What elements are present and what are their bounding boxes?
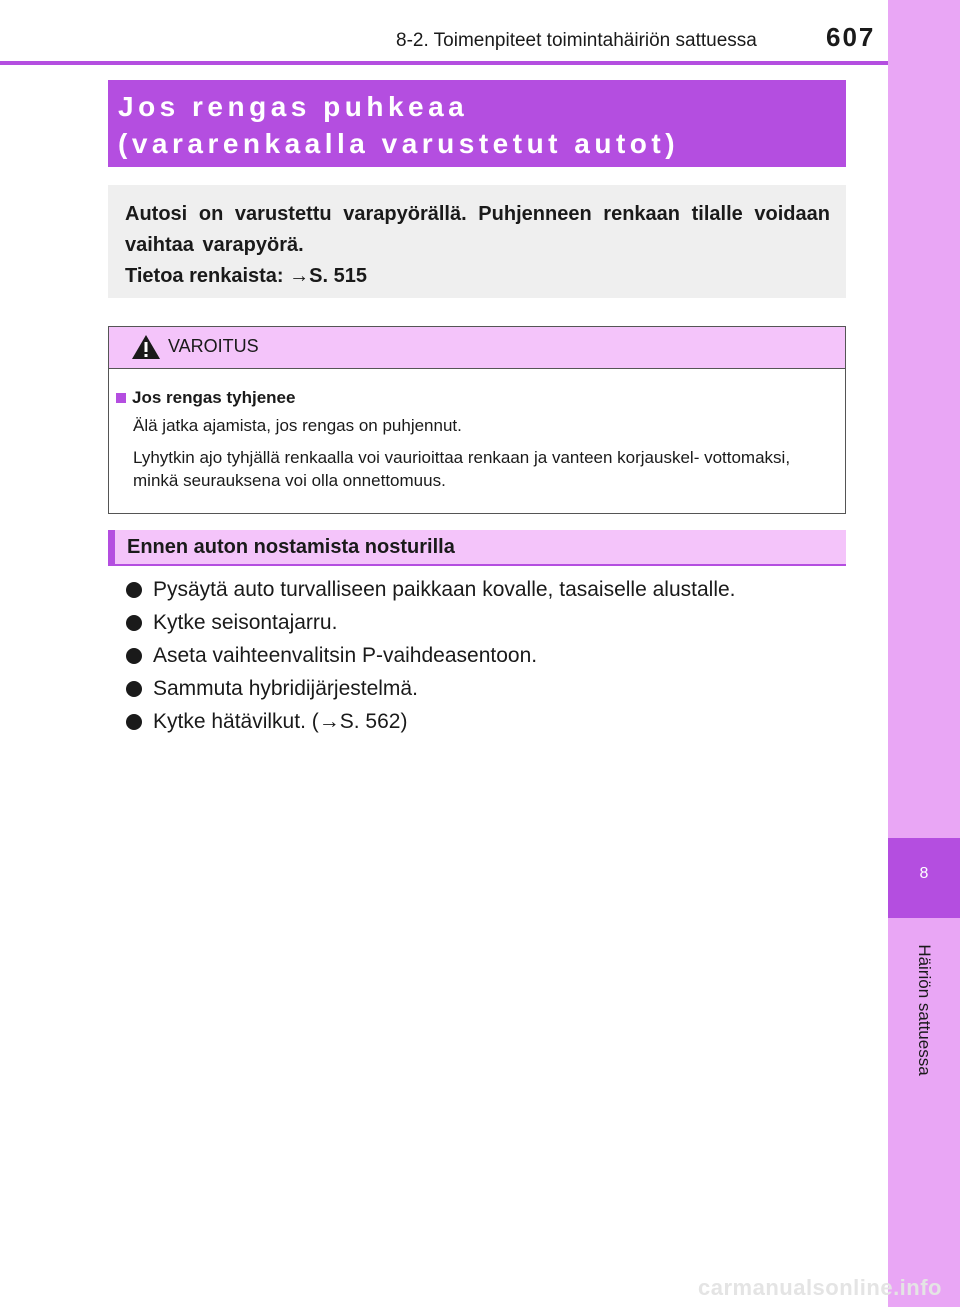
list-item [126,705,736,738]
bullet-dot-icon [126,681,142,697]
warning-title: VAROITUS [168,336,259,356]
section-title: 8-2. Toimenpiteet toimintahäiriön sattuessa [396,30,757,51]
warning-paragraph-2: Lyhytkin ajo tyhjällä renkaalla voi vaurioittaa renkaan ja vanteen korjauskel- vottomaksi, minkä seurauksena voi olla onnettomuus. [133,448,791,490]
list-item-text: Kytke hätävilkut. (→S. 562) [153,709,408,733]
chapter-number: 8 [919,865,929,882]
chapter-number-box [888,838,960,918]
bullet-dot-icon [126,615,142,631]
intro-reference [125,261,830,292]
list-item-text: Aseta vaihteenvalitsin P-vaihdeasentoon. [153,643,538,667]
arrow-right-icon: → [289,265,310,287]
page-title-line-1: Jos rengas puhkeaa [118,91,469,122]
list-item [126,672,736,705]
warning-heading [116,386,833,410]
warning-triangle-icon [131,334,161,365]
warning-box [108,326,846,514]
bullet-list [126,573,736,738]
list-item-text: Sammuta hybridijärjestelmä. [153,676,418,700]
bullet-dot-icon [126,714,142,730]
side-tab [888,0,960,1307]
list-item [126,639,736,672]
bullet-dot-icon [126,582,142,598]
list-item-text: Kytke seisontajarru. [153,610,338,634]
list-item [126,606,736,639]
subsection-header [108,530,846,566]
warning-heading-text: Jos rengas tyhjenee [132,388,296,407]
watermark: carmanualsonline.info [698,1275,942,1300]
page-number: 607 [826,22,876,52]
warning-header [109,327,845,369]
header-divider [0,61,888,65]
intro-box [108,185,846,298]
intro-text: Autosi on varustettu varapyörällä. Puhjenneen renkaan tilalle voidaan vaihtaa varapyörä. [125,203,830,256]
subsection-title: Ennen auton nostamista nosturilla [127,536,455,558]
warning-paragraph-1: Älä jatka ajamista, jos rengas on puhjennut. [133,416,462,435]
page-title-line-2: (vararenkaalla varustetut autot) [118,128,680,159]
subsection-accent-bar [108,530,115,564]
square-bullet-icon [116,393,126,403]
intro-ref-label: Tietoa renkaista: [125,265,290,287]
chapter-label: Häiriön sattuessa [915,944,934,1076]
page-title-box [108,80,846,167]
intro-ref-page[interactable]: S. 515 [309,265,367,287]
list-item [126,573,736,606]
bullet-dot-icon [126,648,142,664]
list-item-text: Pysäytä auto turvalliseen paikkaan kovalle, tasaiselle alustalle. [153,577,736,601]
warning-body [109,369,845,492]
